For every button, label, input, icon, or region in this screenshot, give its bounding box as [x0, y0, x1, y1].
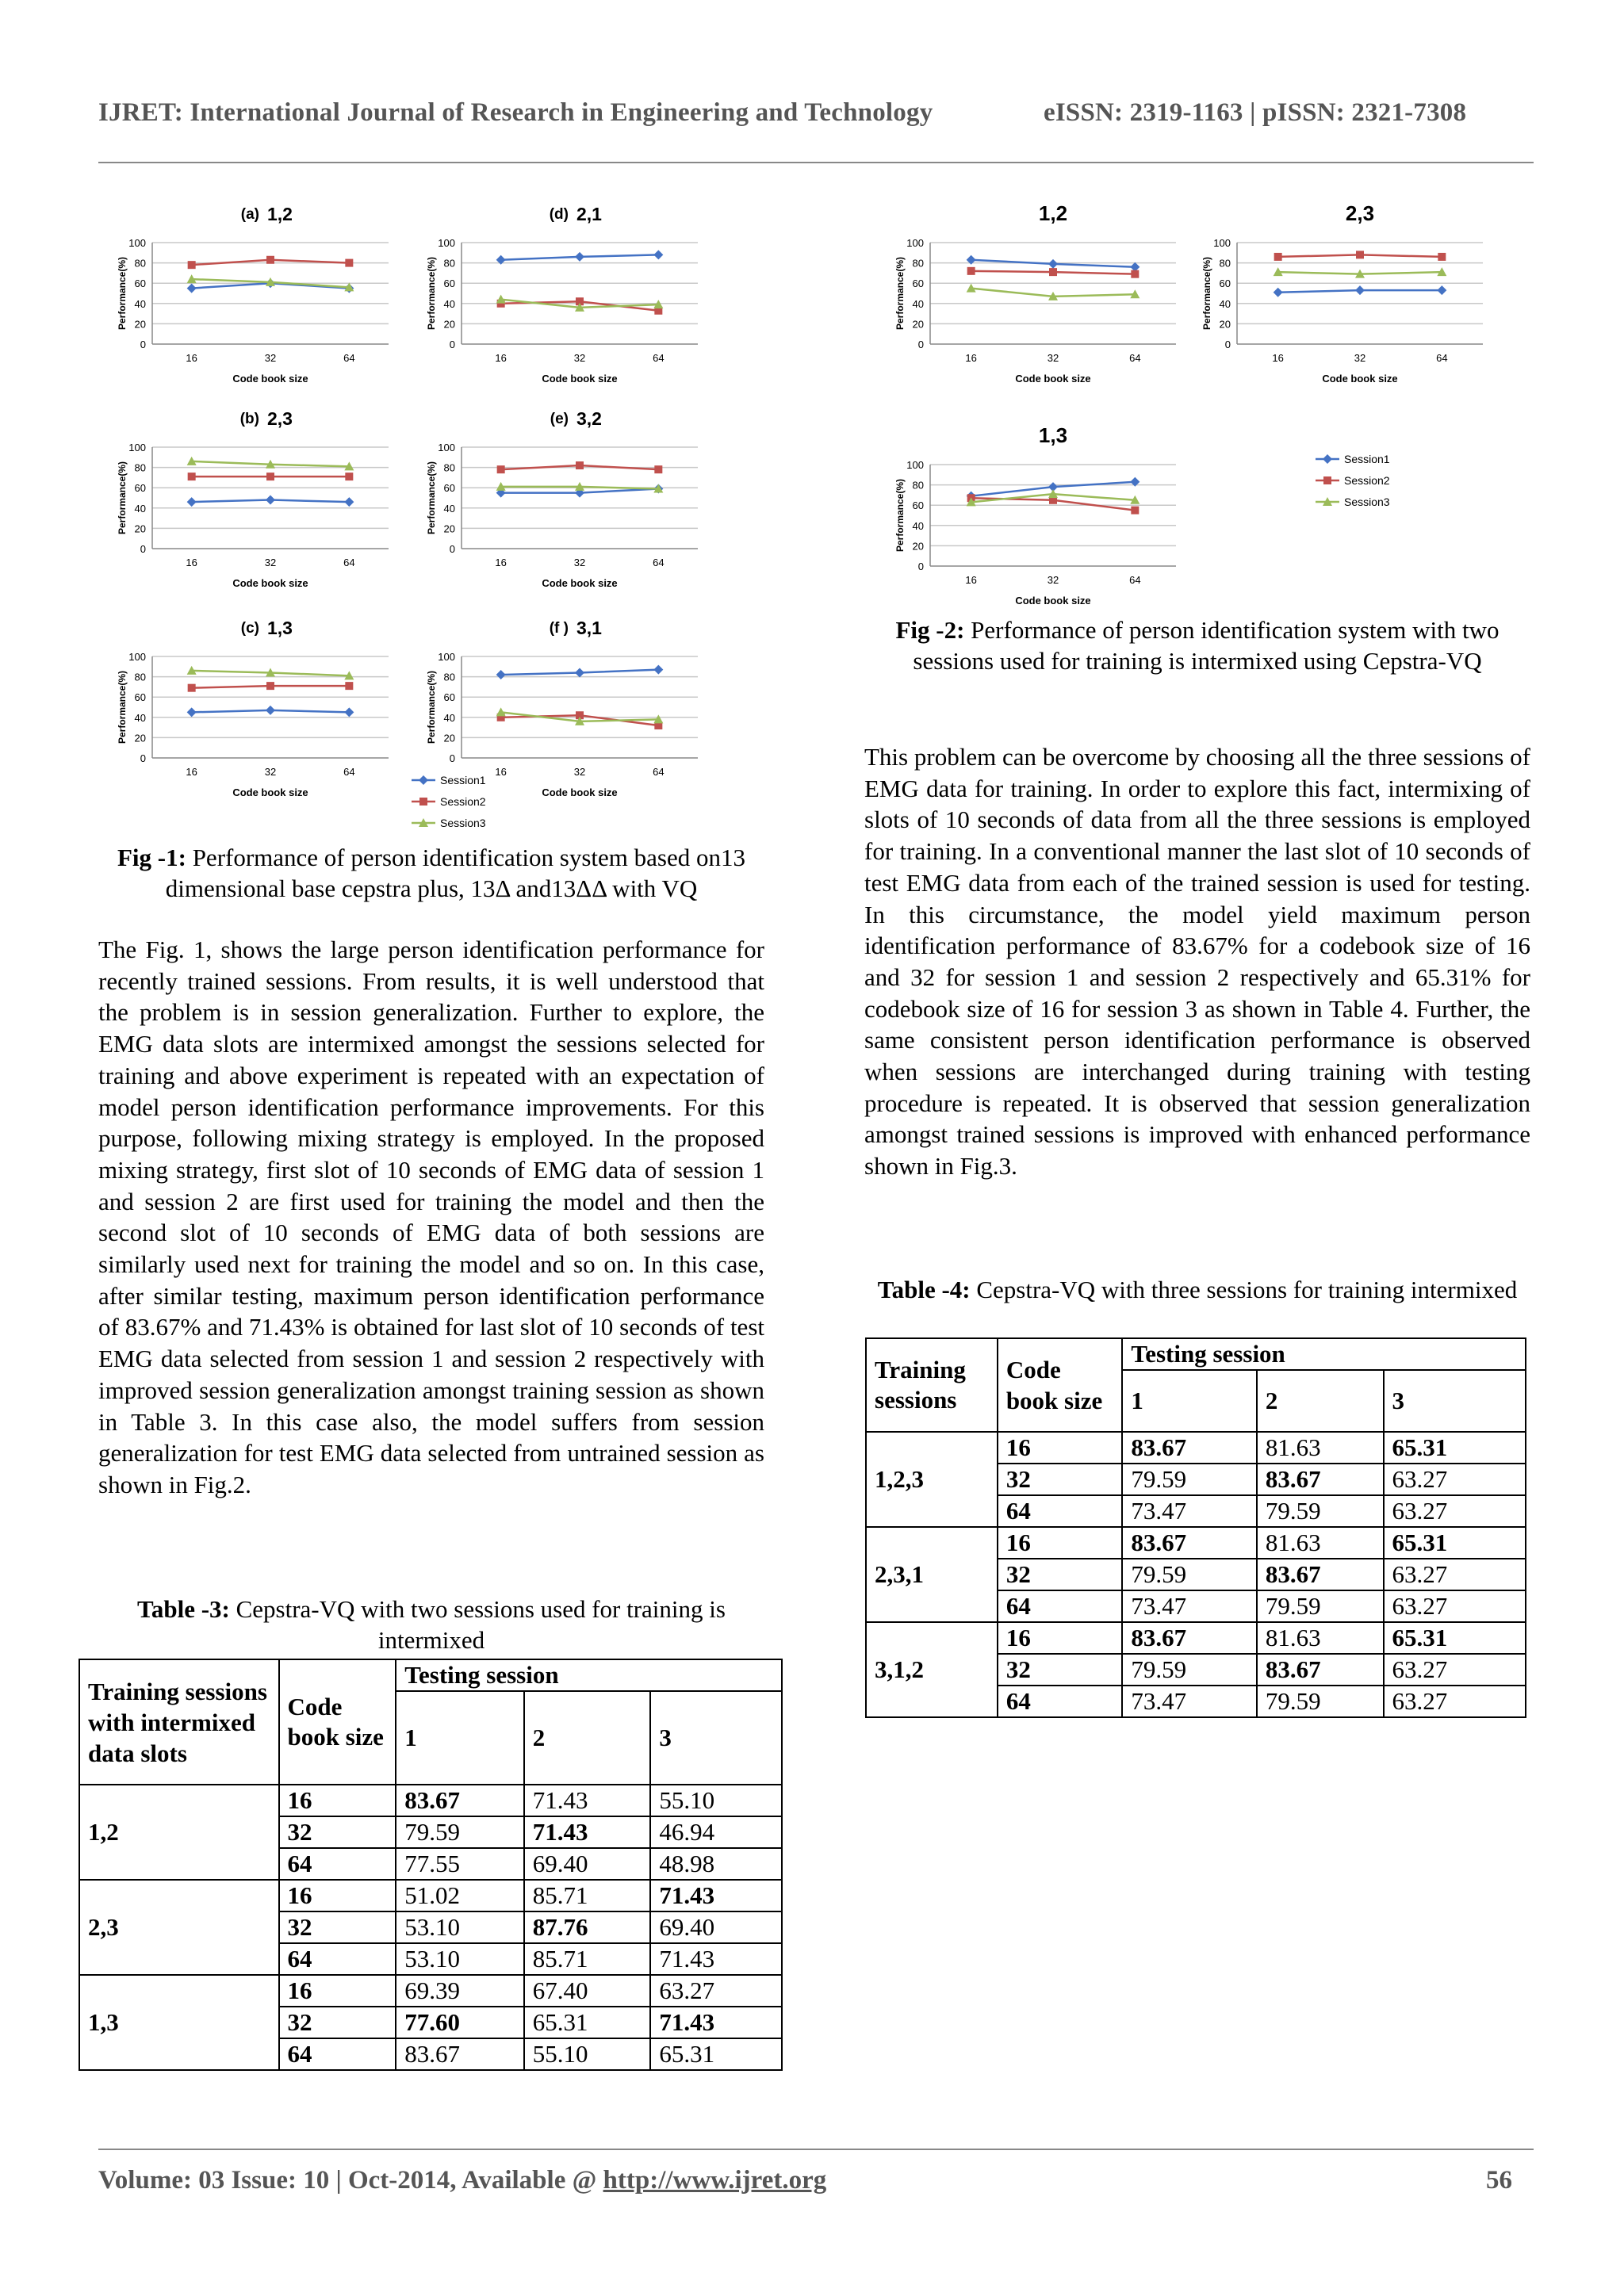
- y-tick-label: 100: [438, 237, 455, 249]
- chart-panel-label: (c): [240, 620, 259, 637]
- fig2-caption-text: Performance of person identification system with two sessions used for training is intermixed using Cepstra-VQ: [913, 616, 1500, 675]
- legend-marker: [419, 775, 428, 785]
- table4-header-training: Training sessions: [866, 1338, 998, 1432]
- y-tick-label: 0: [449, 752, 455, 764]
- data-point: [266, 473, 274, 480]
- y-tick-label: 20: [912, 540, 924, 553]
- score-cell: 83.67: [1122, 1622, 1257, 1654]
- x-axis-label: Code book size: [232, 786, 308, 798]
- table-row: [79, 1975, 782, 2007]
- chart-title: 1,3: [267, 618, 293, 638]
- table-row: [866, 1622, 1526, 1654]
- score-cell: 53.10: [396, 1943, 524, 1975]
- code-book-size-cell: 16: [998, 1527, 1123, 1559]
- score-cell: 87.76: [524, 1911, 651, 1943]
- fig2-panel-c: [887, 420, 1188, 618]
- y-tick-label: 80: [443, 671, 455, 683]
- x-tick-label: 32: [573, 557, 586, 568]
- y-tick-label: 20: [134, 732, 146, 744]
- data-point: [1274, 253, 1282, 261]
- running-header: [98, 98, 1467, 128]
- x-axis-label: Code book size: [232, 373, 308, 385]
- x-axis-label: Code book size: [542, 577, 618, 589]
- score-cell: 71.43: [524, 1785, 651, 1816]
- score-cell: 79.59: [396, 1816, 524, 1848]
- data-point: [1048, 259, 1058, 269]
- score-cell: 65.31: [1384, 1432, 1526, 1464]
- score-cell: 53.10: [396, 1911, 524, 1943]
- table4-header-s3: 3: [1384, 1370, 1526, 1432]
- y-tick-label: 100: [128, 237, 146, 249]
- y-tick-label: 0: [449, 543, 455, 555]
- legend-marker: [1323, 476, 1331, 484]
- y-tick-label: 0: [140, 752, 146, 764]
- x-axis-label: Code book size: [1015, 595, 1091, 607]
- table3-caption: [98, 1594, 764, 1655]
- legend-entry: Session3: [1344, 496, 1390, 508]
- y-tick-label: 100: [906, 459, 924, 471]
- chart-panel-label: (b): [239, 411, 259, 427]
- group-label: 2,3: [79, 1880, 279, 1975]
- score-cell: 77.55: [396, 1848, 524, 1880]
- data-point: [575, 668, 584, 677]
- x-tick-label: 16: [186, 352, 197, 364]
- x-tick-label: 16: [495, 352, 507, 364]
- header-rule: [98, 162, 1534, 163]
- table3-caption-text: Cepstra-VQ with two sessions used for training is intermixed: [229, 1595, 726, 1654]
- group-label: 2,3,1: [866, 1527, 998, 1622]
- y-tick-label: 0: [449, 339, 455, 350]
- score-cell: 55.10: [650, 1785, 782, 1816]
- y-axis-label: Performance(%): [426, 461, 437, 535]
- x-tick-label: 16: [495, 766, 507, 778]
- table3-caption-label: Table -3:: [137, 1595, 230, 1623]
- table3-header-training: Training sessions with intermixed data slots: [79, 1659, 279, 1785]
- fig2-caption-label: Fig -2:: [895, 616, 965, 644]
- code-book-size-cell: 64: [279, 1848, 396, 1880]
- data-point: [345, 473, 353, 480]
- x-axis-label: Code book size: [1015, 373, 1091, 385]
- data-point: [344, 497, 354, 507]
- data-point: [188, 261, 196, 269]
- data-point: [1438, 253, 1446, 261]
- fig1-panel-c: [111, 612, 396, 810]
- journal-name: IJRET: International Journal of Research in Engineering and Technology: [98, 98, 933, 127]
- score-cell: 71.43: [524, 1816, 651, 1848]
- y-tick-label: 0: [1224, 339, 1231, 350]
- score-cell: 81.63: [1257, 1622, 1384, 1654]
- code-book-size-cell: 64: [279, 2038, 396, 2070]
- data-point: [653, 250, 663, 259]
- score-cell: 83.67: [1257, 1559, 1384, 1590]
- score-cell: 69.39: [396, 1975, 524, 2007]
- table4-caption-text: Cepstra-VQ with three sessions for training intermixed: [970, 1276, 1518, 1303]
- score-cell: 79.59: [1122, 1464, 1257, 1495]
- y-tick-label: 60: [443, 691, 455, 704]
- table-row: [866, 1432, 1526, 1464]
- fig1-caption-text: Performance of person identification system based on13 dimensional base cepstra plus, 13Δ and13ΔΔ with VQ: [165, 844, 745, 902]
- legend-marker: [419, 798, 427, 806]
- x-tick-label: 32: [264, 557, 277, 568]
- y-tick-label: 20: [1219, 318, 1231, 331]
- chart-panel-label: (a): [240, 206, 259, 223]
- chart-panel-label: (f ): [549, 620, 569, 637]
- y-tick-label: 100: [438, 442, 455, 453]
- y-tick-label: 20: [134, 318, 146, 331]
- x-tick-label: 16: [495, 557, 507, 568]
- y-axis-label: Performance(%): [117, 256, 128, 331]
- fig2-caption: [864, 614, 1530, 676]
- data-point: [187, 497, 197, 507]
- score-cell: 83.67: [396, 1785, 524, 1816]
- score-cell: 81.63: [1257, 1432, 1384, 1464]
- table4-caption-label: Table -4:: [877, 1276, 971, 1303]
- table4-header-code: Code book size: [998, 1338, 1123, 1432]
- chart-title: 1,2: [267, 204, 293, 224]
- table4: [865, 1337, 1526, 1718]
- x-tick-label: 64: [1129, 352, 1141, 364]
- y-tick-label: 0: [140, 543, 146, 555]
- table3-header-s2: 2: [524, 1691, 651, 1785]
- legend-entry: Session2: [1344, 474, 1390, 487]
- y-tick-label: 0: [917, 339, 924, 350]
- score-cell: 83.67: [1122, 1432, 1257, 1464]
- code-book-size-cell: 32: [279, 1816, 396, 1848]
- chart-title: 2,3: [1345, 201, 1375, 225]
- fig2-panel-b: [1193, 198, 1495, 412]
- score-cell: 63.27: [1384, 1686, 1526, 1717]
- chart-panel-label: (d): [549, 206, 569, 223]
- legend-entry: Session3: [440, 817, 486, 829]
- score-cell: 73.47: [1122, 1495, 1257, 1527]
- x-tick-label: 64: [653, 766, 665, 778]
- y-axis-label: Performance(%): [1201, 256, 1212, 331]
- data-point: [653, 665, 663, 675]
- footer-url-link[interactable]: http://www.ijret.org: [603, 2166, 827, 2195]
- y-tick-label: 20: [134, 522, 146, 535]
- data-point: [497, 465, 505, 473]
- score-cell: 83.67: [1257, 1464, 1384, 1495]
- chart-title: 3,1: [576, 618, 602, 638]
- code-book-size-cell: 16: [279, 1880, 396, 1911]
- code-book-size-cell: 32: [998, 1559, 1123, 1590]
- data-point: [344, 707, 354, 717]
- group-label: 3,1,2: [866, 1622, 998, 1717]
- score-cell: 71.43: [650, 1880, 782, 1911]
- y-tick-label: 40: [443, 502, 455, 515]
- fig1-panel-d: [420, 198, 706, 396]
- score-cell: 63.27: [1384, 1464, 1526, 1495]
- y-tick-label: 20: [912, 318, 924, 331]
- x-tick-label: 32: [264, 352, 277, 364]
- code-book-size-cell: 16: [998, 1432, 1123, 1464]
- y-tick-label: 40: [912, 519, 924, 532]
- x-axis-label: Code book size: [1322, 373, 1398, 385]
- y-tick-label: 0: [917, 561, 924, 572]
- x-tick-label: 32: [264, 766, 277, 778]
- x-tick-label: 16: [965, 574, 977, 586]
- table3-header-s1: 1: [396, 1691, 524, 1785]
- table3: [79, 1659, 783, 2071]
- code-book-size-cell: 16: [279, 1975, 396, 2007]
- y-tick-label: 40: [443, 297, 455, 310]
- data-point: [576, 461, 584, 469]
- score-cell: 63.27: [1384, 1559, 1526, 1590]
- y-tick-label: 40: [912, 297, 924, 310]
- y-tick-label: 40: [1219, 297, 1231, 310]
- score-cell: 79.59: [1257, 1495, 1384, 1527]
- x-axis-label: Code book size: [542, 373, 618, 385]
- score-cell: 71.43: [650, 1943, 782, 1975]
- score-cell: 83.67: [1122, 1527, 1257, 1559]
- x-tick-label: 32: [1047, 352, 1059, 364]
- code-book-size-cell: 32: [279, 2007, 396, 2038]
- y-tick-label: 60: [1219, 277, 1231, 290]
- x-tick-label: 32: [573, 766, 586, 778]
- score-cell: 46.94: [650, 1816, 782, 1848]
- fig1-panel-b: [111, 403, 396, 601]
- y-tick-label: 100: [128, 651, 146, 663]
- y-tick-label: 60: [443, 277, 455, 290]
- fig2-panel-a: [887, 198, 1188, 412]
- x-tick-label: 64: [653, 557, 665, 568]
- score-cell: 73.47: [1122, 1590, 1257, 1622]
- score-cell: 63.27: [1384, 1590, 1526, 1622]
- x-tick-label: 64: [343, 352, 355, 364]
- code-book-size-cell: 32: [998, 1654, 1123, 1686]
- score-cell: 79.59: [1122, 1559, 1257, 1590]
- score-cell: 81.63: [1257, 1527, 1384, 1559]
- code-book-size-cell: 64: [998, 1590, 1123, 1622]
- x-tick-label: 16: [186, 557, 197, 568]
- score-cell: 79.59: [1257, 1686, 1384, 1717]
- y-tick-label: 60: [134, 277, 146, 290]
- score-cell: 85.71: [524, 1943, 651, 1975]
- x-tick-label: 64: [653, 352, 665, 364]
- y-tick-label: 60: [134, 482, 146, 495]
- y-tick-label: 20: [443, 522, 455, 535]
- y-tick-label: 100: [128, 442, 146, 453]
- x-tick-label: 64: [1129, 574, 1141, 586]
- fig1-legend: [408, 769, 504, 829]
- score-cell: 65.31: [1384, 1527, 1526, 1559]
- code-book-size-cell: 64: [279, 1943, 396, 1975]
- data-point: [1274, 288, 1283, 297]
- code-book-size-cell: 64: [998, 1686, 1123, 1717]
- y-tick-label: 80: [134, 461, 146, 474]
- y-tick-label: 80: [912, 479, 924, 492]
- data-point: [187, 284, 197, 293]
- y-tick-label: 100: [1213, 237, 1231, 249]
- x-tick-label: 16: [965, 352, 977, 364]
- x-tick-label: 64: [1436, 352, 1448, 364]
- y-tick-label: 40: [134, 297, 146, 310]
- data-point: [188, 684, 196, 692]
- y-tick-label: 80: [1219, 257, 1231, 270]
- score-cell: 63.27: [650, 1975, 782, 2007]
- data-point: [266, 706, 275, 715]
- legend-entry: Session1: [440, 774, 486, 786]
- y-tick-label: 40: [134, 502, 146, 515]
- fig1-panel-a: [111, 198, 396, 396]
- score-cell: 79.59: [1257, 1590, 1384, 1622]
- x-tick-label: 16: [1272, 352, 1284, 364]
- data-point: [266, 496, 275, 505]
- table3-header-testing: Testing session: [396, 1659, 782, 1691]
- x-tick-label: 32: [1354, 352, 1366, 364]
- data-point: [345, 682, 353, 690]
- score-cell: 63.27: [1384, 1495, 1526, 1527]
- footer: [98, 2166, 826, 2195]
- fig1-caption-label: Fig -1:: [117, 844, 186, 871]
- legend-entry: Session2: [440, 795, 486, 808]
- score-cell: 69.40: [524, 1848, 651, 1880]
- score-cell: 69.40: [650, 1911, 782, 1943]
- y-tick-label: 80: [443, 257, 455, 270]
- table4-header-testing: Testing session: [1122, 1338, 1526, 1370]
- score-cell: 77.60: [396, 2007, 524, 2038]
- data-point: [575, 252, 584, 262]
- fig1-panel-e: [420, 403, 706, 601]
- y-tick-label: 0: [140, 339, 146, 350]
- y-tick-label: 80: [443, 461, 455, 474]
- data-point: [345, 259, 353, 267]
- x-tick-label: 64: [343, 766, 355, 778]
- data-point: [187, 707, 197, 717]
- chart-title: 1,2: [1038, 201, 1068, 225]
- data-point: [188, 473, 196, 480]
- table3-header-code: Code book size: [279, 1659, 396, 1785]
- chart-title: 3,2: [576, 408, 602, 429]
- score-cell: 71.43: [650, 2007, 782, 2038]
- data-point: [654, 465, 662, 473]
- group-label: 1,2,3: [866, 1432, 998, 1527]
- legend-entry: Session1: [1344, 453, 1390, 465]
- legend-marker: [1323, 454, 1332, 464]
- x-tick-label: 32: [573, 352, 586, 364]
- y-tick-label: 60: [443, 482, 455, 495]
- group-label: 1,3: [79, 1975, 279, 2070]
- code-book-size-cell: 16: [998, 1622, 1123, 1654]
- y-tick-label: 100: [906, 237, 924, 249]
- y-tick-label: 100: [438, 651, 455, 663]
- y-axis-label: Performance(%): [117, 461, 128, 535]
- y-axis-label: Performance(%): [894, 478, 906, 553]
- data-point: [1437, 285, 1446, 295]
- right-paragraph: This problem can be overcome by choosing all the three sessions of EMG data for training. In order to explore this fact, intermixing of slots of 10 seconds of data from all the three sessions is employed for training. In a conventional manner the last slot of 10 seconds of test EMG data from each of the trained session is used for testing. In this circumstance, the model yield maximum person identification performance of 83.67% for a codebook size of 16 and 32 for session 1 and session 2 respectively and 65.31% for codebook size of 16 for session 3 as shown in Table 4. Further, the same consistent person identification performance is observed when sessions are interchanged during training with testing procedure is repeated. It is observed that session generalization amongst trained sessions is improved with enhanced performance shown in Fig.3.: [864, 743, 1530, 1181]
- score-cell: 83.67: [396, 2038, 524, 2070]
- y-tick-label: 60: [912, 499, 924, 512]
- y-tick-label: 40: [443, 711, 455, 724]
- data-point: [266, 256, 274, 264]
- score-cell: 51.02: [396, 1880, 524, 1911]
- table4-header-s1: 1: [1122, 1370, 1257, 1432]
- footer-volume: Volume: 03 Issue: 10 | Oct-2014, Available @: [98, 2166, 603, 2195]
- table4-header-s2: 2: [1257, 1370, 1384, 1432]
- score-cell: 67.40: [524, 1975, 651, 2007]
- score-cell: 79.59: [1122, 1654, 1257, 1686]
- data-point: [967, 267, 975, 275]
- chart-title: 2,3: [267, 408, 293, 429]
- y-tick-label: 40: [134, 711, 146, 724]
- chart-panel-label: (e): [550, 411, 569, 427]
- score-cell: 65.31: [650, 2038, 782, 2070]
- score-cell: 55.10: [524, 2038, 651, 2070]
- score-cell: 48.98: [650, 1848, 782, 1880]
- page-number: 56: [1486, 2166, 1512, 2195]
- issn: eISSN: 2319-1163 | pISSN: 2321-7308: [1044, 98, 1467, 127]
- score-cell: 65.31: [1384, 1622, 1526, 1654]
- data-point: [1049, 268, 1057, 276]
- y-tick-label: 80: [912, 257, 924, 270]
- y-axis-label: Performance(%): [894, 256, 906, 331]
- score-cell: 65.31: [524, 2007, 651, 2038]
- code-book-size-cell: 32: [279, 1911, 396, 1943]
- x-tick-label: 32: [1047, 574, 1059, 586]
- data-point: [1131, 507, 1139, 515]
- y-tick-label: 80: [134, 257, 146, 270]
- data-point: [266, 682, 274, 690]
- left-paragraph: The Fig. 1, shows the large person identification performance for recently trained sessions. From results, it is well understood that the problem is in session generalization. Further to explore, the EMG data slots are intermixed amongst the sessions selected for training and above experiment is repeated with an expectation of model person identification performance improvements. For this purpose, following mixing strategy is employed. In the proposed mixing strategy, first slot of 10 seconds of EMG data of session 1 and session 2 are first used for training the model and then the second slot of 10 seconds of EMG data of both sessions are similarly used next for training the model and so on. In this case, after similar testing, maximum person identification performance of 83.67% and 71.43% is obtained for last slot of 10 seconds of test EMG data selected from session 1 and session 2 respectively with improved session generalization amongst training session as shown in Table 3. In this case also, the model suffers from session generalization for test EMG data selected from untrained session as shown in Fig.2.: [98, 936, 764, 1498]
- score-cell: 85.71: [524, 1880, 651, 1911]
- y-tick-label: 80: [134, 671, 146, 683]
- table-row: [79, 1785, 782, 1816]
- code-book-size-cell: 32: [998, 1464, 1123, 1495]
- x-tick-label: 64: [343, 557, 355, 568]
- data-point: [1356, 251, 1364, 258]
- x-tick-label: 16: [186, 766, 197, 778]
- y-tick-label: 60: [134, 691, 146, 704]
- y-axis-label: Performance(%): [117, 670, 128, 744]
- score-cell: 73.47: [1122, 1686, 1257, 1717]
- chart-title: 2,1: [576, 204, 602, 224]
- y-tick-label: 20: [443, 732, 455, 744]
- code-book-size-cell: 64: [998, 1495, 1123, 1527]
- code-book-size-cell: 16: [279, 1785, 396, 1816]
- y-axis-label: Performance(%): [426, 256, 437, 331]
- y-tick-label: 60: [912, 277, 924, 290]
- y-axis-label: Performance(%): [426, 670, 437, 744]
- table-row: [79, 1880, 782, 1911]
- fig2-legend: [1312, 448, 1415, 511]
- table4-caption: [864, 1274, 1530, 1305]
- x-axis-label: Code book size: [232, 577, 308, 589]
- fig1-caption: [98, 842, 764, 904]
- x-axis-label: Code book size: [542, 786, 618, 798]
- data-point: [496, 670, 506, 679]
- data-point: [1131, 270, 1139, 278]
- chart-title: 1,3: [1038, 423, 1068, 447]
- group-label: 1,2: [79, 1785, 279, 1880]
- score-cell: 63.27: [1384, 1654, 1526, 1686]
- score-cell: 83.67: [1257, 1654, 1384, 1686]
- y-tick-label: 20: [443, 318, 455, 331]
- footer-rule: [98, 2149, 1534, 2150]
- table-row: [866, 1527, 1526, 1559]
- table3-header-s3: 3: [650, 1691, 782, 1785]
- data-point: [1355, 285, 1365, 295]
